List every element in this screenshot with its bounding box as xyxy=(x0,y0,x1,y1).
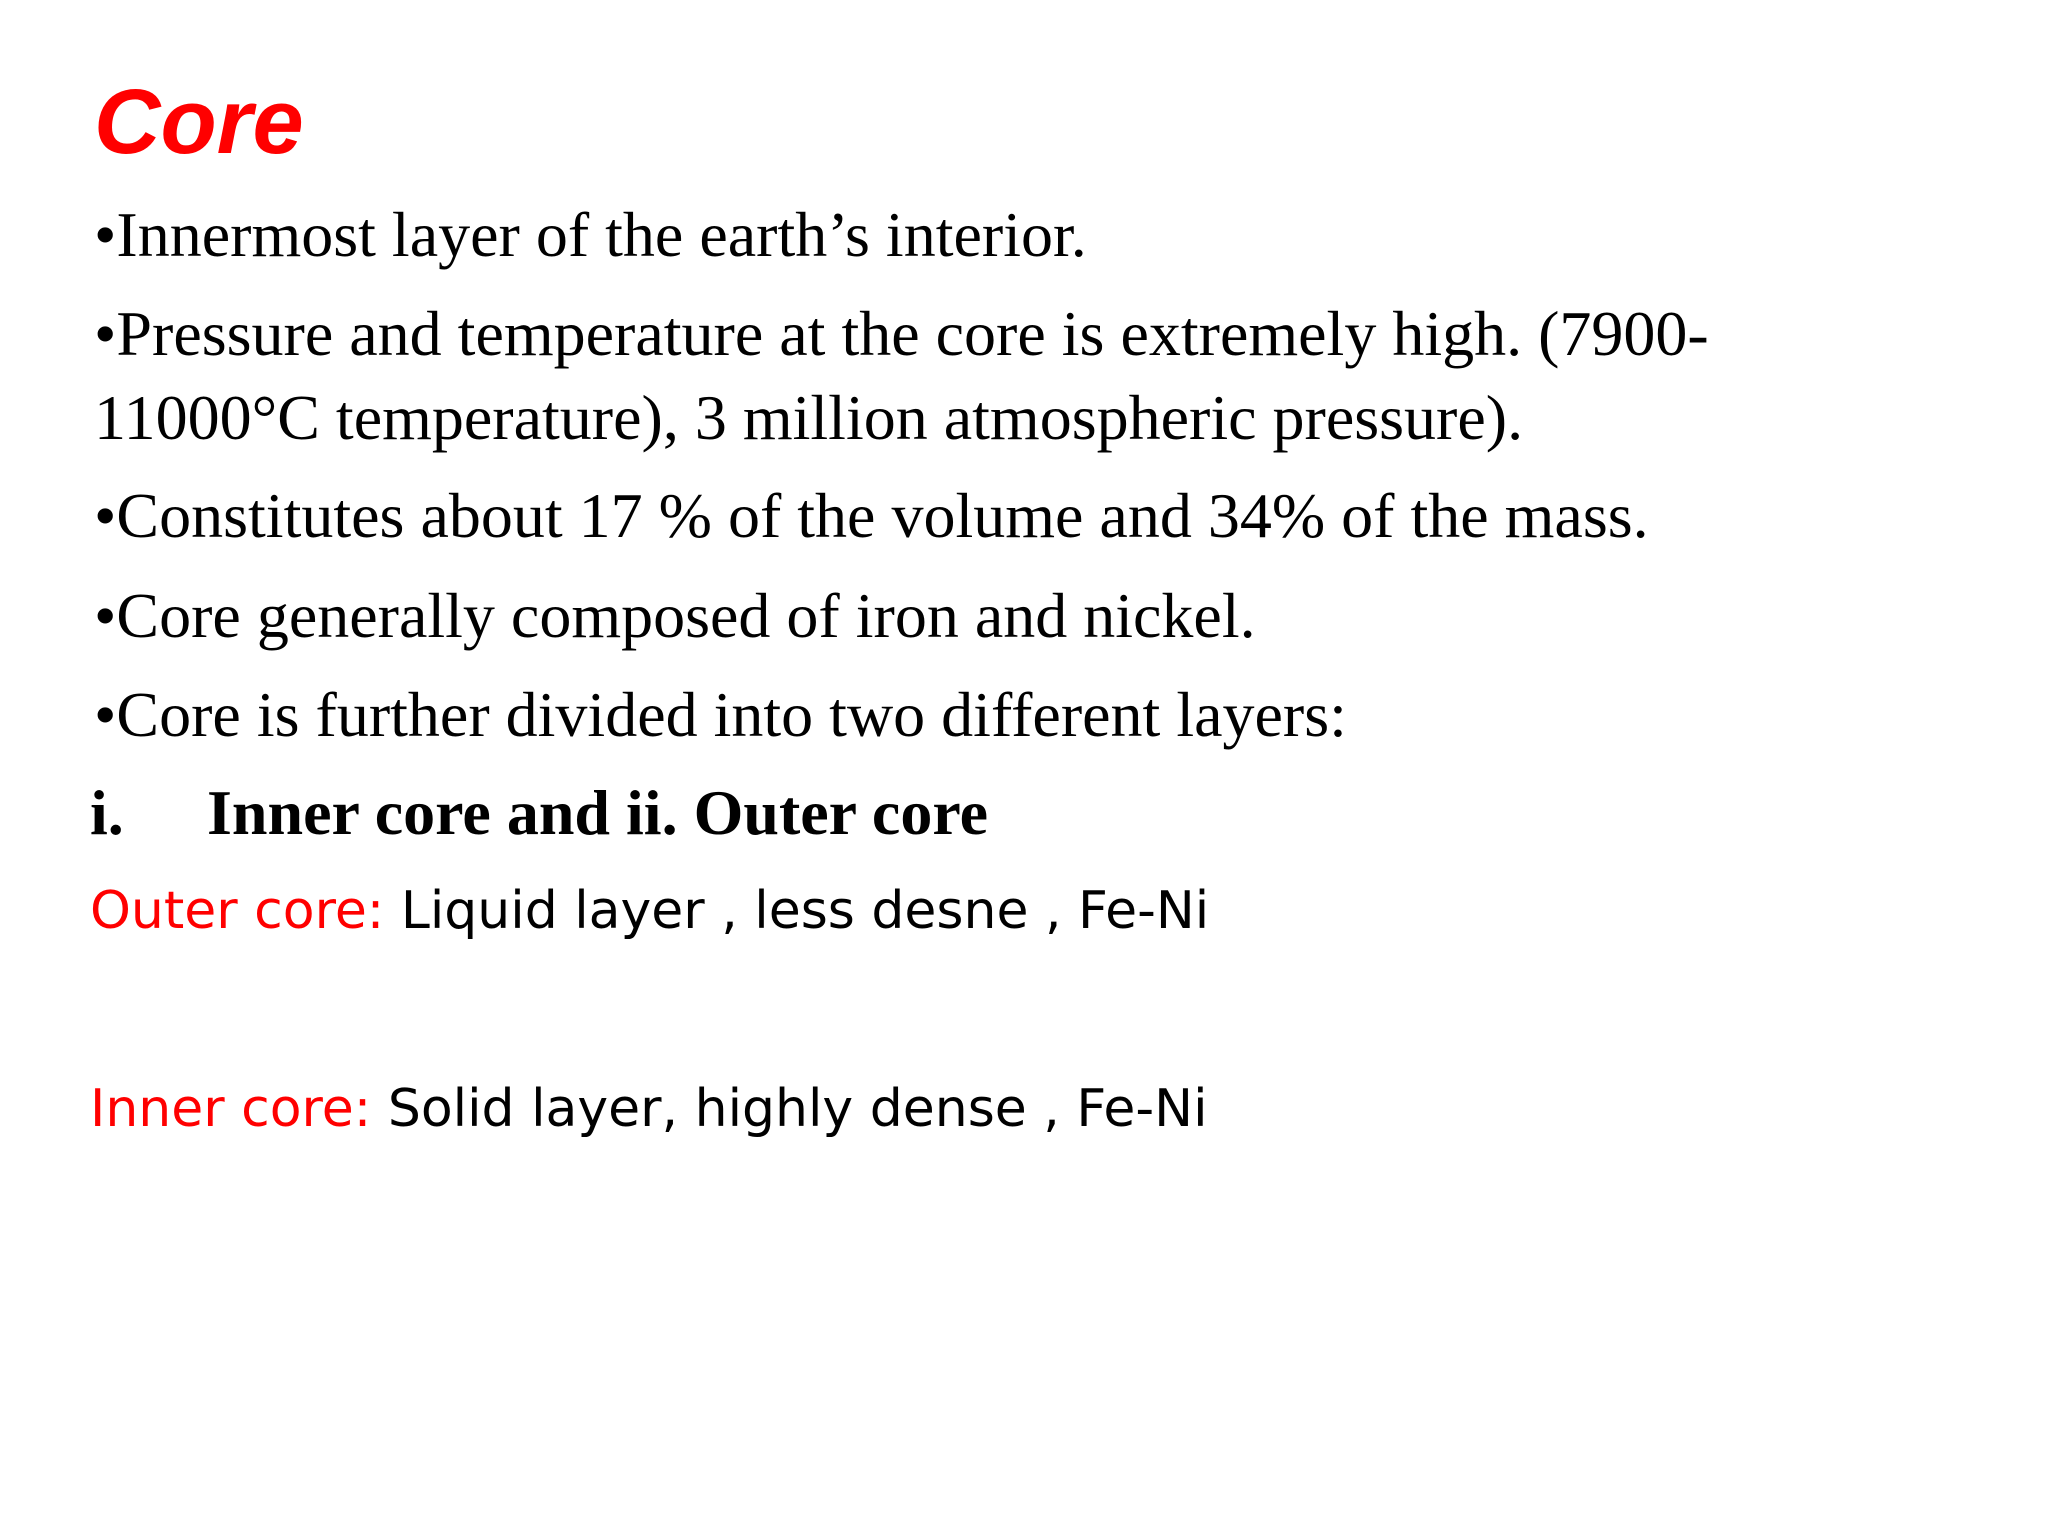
bullet-pressure-temperature-continued: 11000°C temperature), 3 million atmospheric pressure). xyxy=(94,382,1524,453)
subheading-number: i. xyxy=(90,777,124,848)
bullet-pressure-temperature: •Pressure and temperature at the core is extremely high. (7900- xyxy=(94,298,1709,369)
subheading-text: Inner core and ii. Outer core xyxy=(207,777,988,848)
inner-core-label: Inner core: xyxy=(90,1079,372,1139)
outer-core-detail xyxy=(90,871,1209,951)
inner-core-detail xyxy=(90,1069,1208,1149)
bullet-composition: •Core generally composed of iron and nickel. xyxy=(94,580,1256,651)
bullet-innermost-layer: •Innermost layer of the earth’s interior. xyxy=(94,199,1087,270)
outer-core-label: Outer core: xyxy=(90,881,385,941)
inner-core-text: Solid layer, highly dense , Fe-Ni xyxy=(371,1079,1208,1139)
bullet-division: •Core is further divided into two different layers: xyxy=(94,679,1347,750)
outer-core-text: Liquid layer , less desne , Fe-Ni xyxy=(384,881,1210,941)
bullet-volume-mass: •Constitutes about 17 % of the volume and 34% of the mass. xyxy=(94,480,1649,551)
slide-title: Core xyxy=(94,71,304,173)
layers-subheading xyxy=(90,771,988,855)
